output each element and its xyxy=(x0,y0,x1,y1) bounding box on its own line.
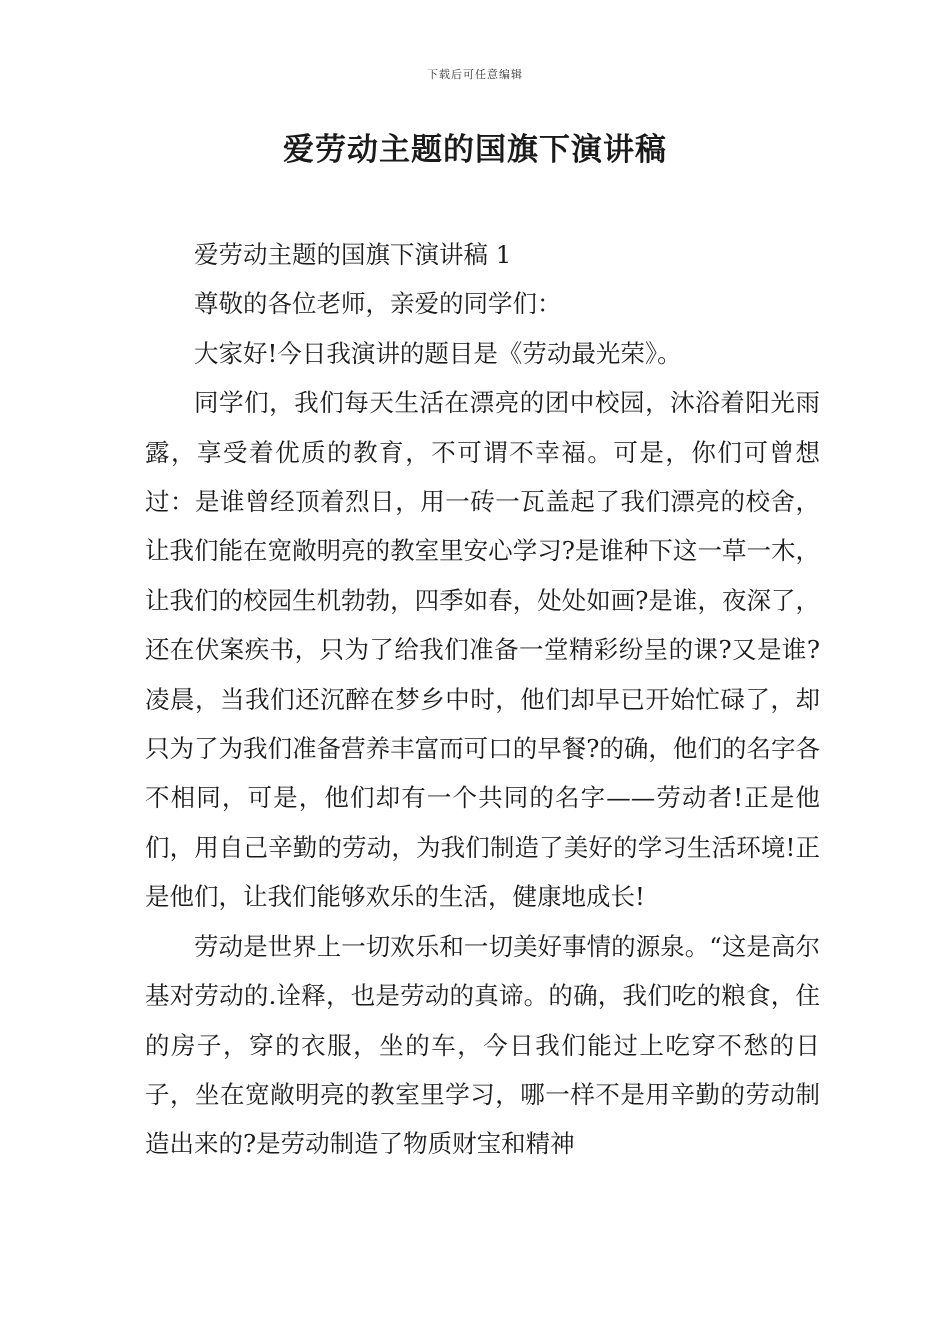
page-header-note: 下载后可任意编辑 xyxy=(427,68,523,81)
paragraph-salutation: 尊敬的各位老师，亲爱的同学们： xyxy=(194,289,562,319)
paragraph-greeting: 大家好!今日我演讲的题目是《劳动最光荣》。 xyxy=(194,338,682,368)
paragraph-body-2: 劳动是世界上一切欢乐和一切美好事情的源泉。“这是高尔基对劳动的.诠释，也是劳动的真谛。的确，我们吃的粮食，住的房子，穿的衣服，坐的车，今日我们能过上吃穿不愁的日子，坐在宽敞明亮的教室里学习，哪一样不是用辛勤的劳动制造出来的?是劳动制造了物质财宝和精神 xyxy=(145,931,820,1159)
document-title: 爱劳动主题的国旗下演讲稿 xyxy=(283,132,667,168)
paragraph-body-1: 同学们，我们每天生活在漂亮的团中校园，沐浴着阳光雨露，享受着优质的教育，不可谓不幸福。可是，你们可曾想过：是谁曾经顶着烈日，用一砖一瓦盖起了我们漂亮的校舍，让我们能在宽敞明亮的教室里安心学习?是谁种下这一草一木，让我们的校园生机勃勃，四季如春，处处如画?是谁，夜深了，还在伏案疾书，只为了给我们准备一堂精彩纷呈的课?又是谁?凌晨，当我们还沉醉在梦乡中时，他们却早已开始忙碌了，却只为了为我们准备营养丰富而可口的早餐?的确，他们的名字各不相同，可是，他们却有一个共同的名字——劳动者!正是他们，用自己辛勤的劳动，为我们制造了美好的学习生活环境!正是他们，让我们能够欢乐的生活，健康地成长! xyxy=(145,388,820,912)
document-body xyxy=(145,230,820,1169)
paragraph-subtitle: 爱劳动主题的国旗下演讲稿 1 xyxy=(194,240,512,269)
